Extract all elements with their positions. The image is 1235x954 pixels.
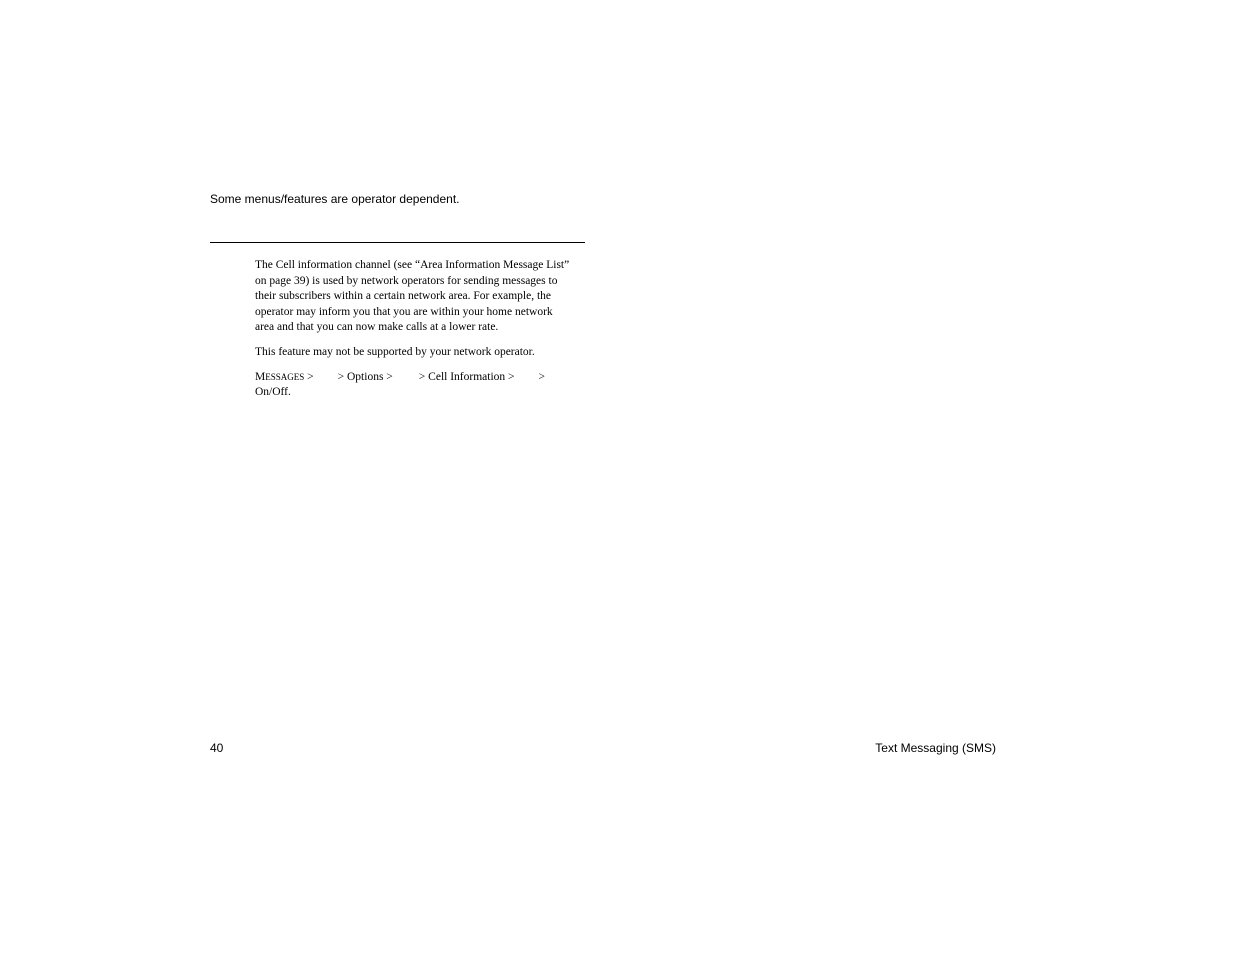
menu-path-separator: > [386,370,393,383]
menu-path-messages: MESSAGES [255,370,305,383]
menu-path-separator: > [508,370,515,383]
menu-path-separator: > [307,370,314,383]
description-line: area and that you can now make calls at a lower rate. [255,321,499,334]
description-line: The Cell information channel (see “Area Information Message List” [255,259,570,271]
operator-note: Some menus/features are operator dependent. [210,192,460,206]
menu-path-on-off: On/Off [255,386,289,399]
description-line: operator may inform you that you are within your home network [255,305,553,318]
description-line: their subscribers within a certain network area. For example, the [255,290,552,303]
menu-path-separator: > [337,370,345,383]
menu-path-cell-information: Cell Information [428,370,506,383]
description-line: on page 39) is used by network operators for sending messages to [255,274,558,287]
section-title: Text Messaging (SMS) [875,741,996,755]
menu-path-separator: > [538,370,546,383]
body-text [255,258,585,401]
menu-path-separator: > [418,370,426,383]
support-note-paragraph: This feature may not be supported by your network operator. [255,345,535,358]
menu-path [255,370,585,401]
menu-path-options: Options [347,370,384,383]
section-divider [210,242,585,243]
page-number: 40 [210,741,224,755]
menu-path-period: . [288,386,291,399]
description-paragraph [255,258,585,336]
